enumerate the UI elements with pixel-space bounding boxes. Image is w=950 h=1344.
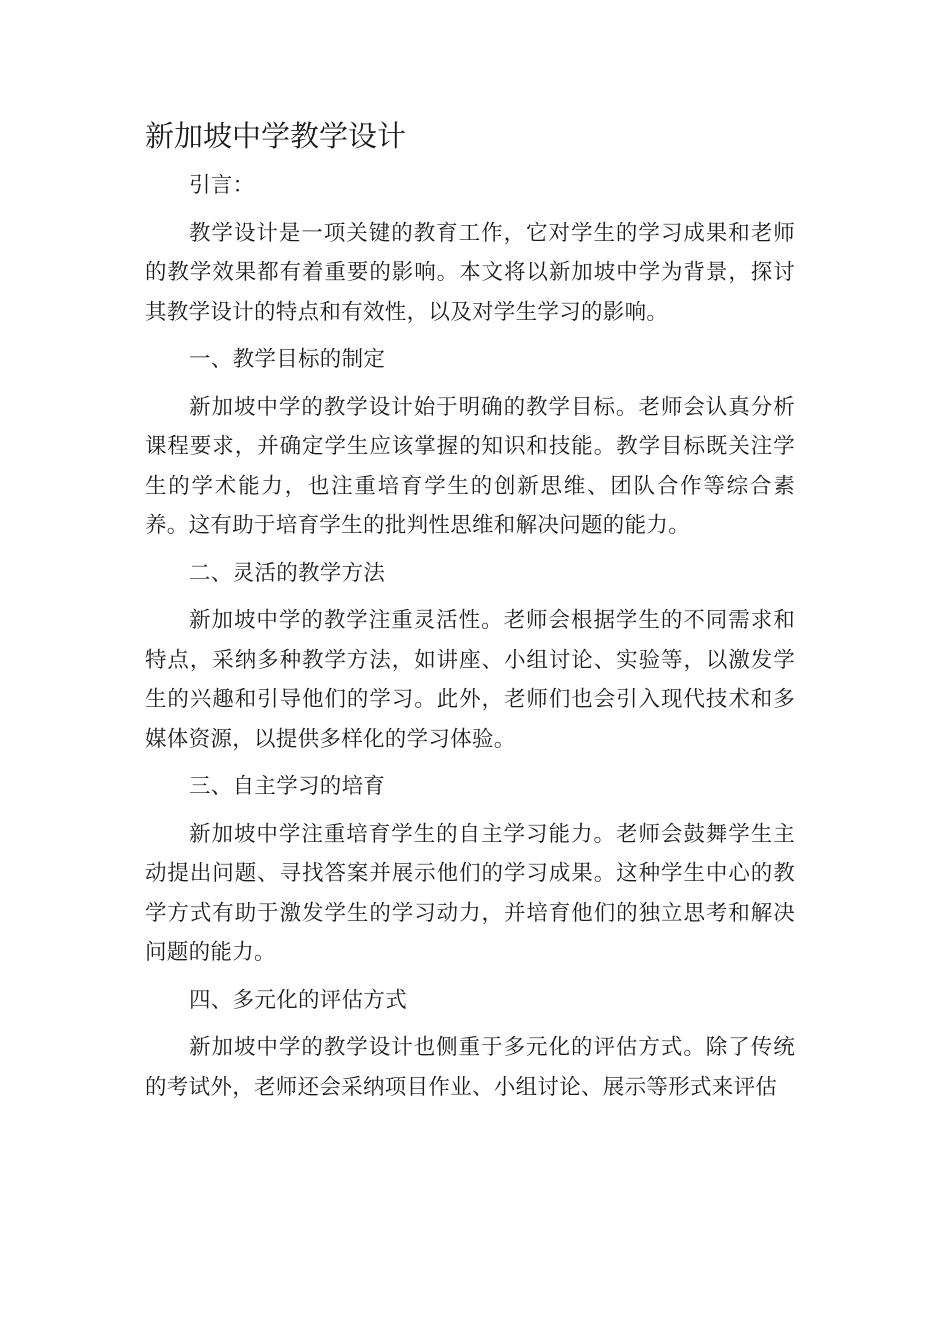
section-heading-1: 一、教学目标的制定 xyxy=(189,347,386,372)
document-body xyxy=(145,166,795,1115)
paragraph-1: 新加坡中学的教学设计始于明确的教学目标。老师会认真分析课程要求，并确定学生应该掌握的知识和技能。教学目标既关注学生的学术能力，也注重培育学生的创新思维、团队合作等综合素养。这有助于培育学生的批判性思维和解决问题的能力。 xyxy=(145,394,795,538)
document-title: 新加坡中学教学设计 xyxy=(145,119,407,153)
paragraph-intro: 教学设计是一项关键的教育工作，它对学生的学习成果和老师的教学效果都有着重要的影响。本文将以新加坡中学为背景，探讨其教学设计的特点和有效性，以及对学生学习的影响。 xyxy=(145,220,795,325)
paragraph-3: 新加坡中学注重培育学生的自主学习能力。老师会鼓舞学生主动提出问题、寻找答案并展示他们的学习成果。这种学生中心的教学方式有助于激发学生的学习动力，并培育他们的独立思考和解决问题的能力。 xyxy=(145,821,795,965)
section-heading-4: 四、多元化的评估方式 xyxy=(189,987,408,1013)
section-heading-2: 二、灵活的教学方法 xyxy=(189,560,386,586)
paragraph-2: 新加坡中学的教学注重灵活性。老师会根据学生的不同需求和特点，采纳多种教学方法，如讲座、小组讨论、实验等，以激发学生的兴趣和引导他们的学习。此外，老师们也会引入现代技术和多媒体资源，以提供多样化的学习体验。 xyxy=(145,608,795,752)
section-heading-intro: 引言： xyxy=(189,173,255,198)
paragraph-4: 新加坡中学的教学设计也侧重于多元化的评估方式。除了传统的考试外，老师还会采纳项目作业、小组讨论、展示等形式来评估 xyxy=(145,1035,795,1100)
section-heading-3: 三、自主学习的培育 xyxy=(189,774,386,799)
